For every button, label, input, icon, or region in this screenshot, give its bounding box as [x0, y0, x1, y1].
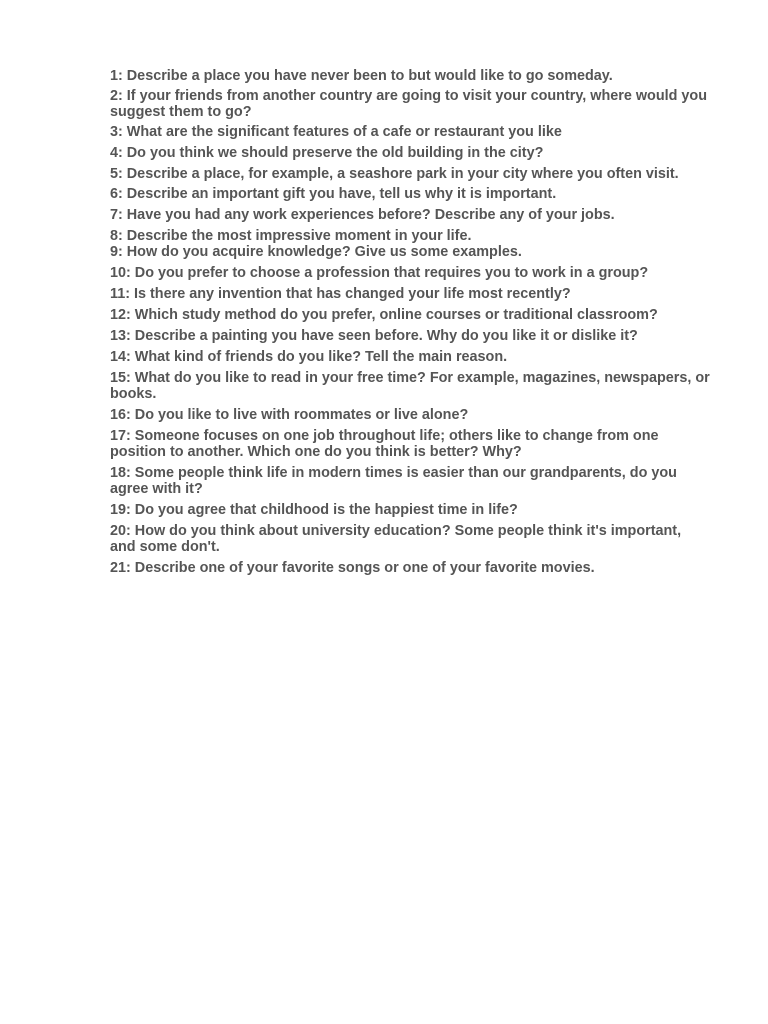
question-item-9: 9: How do you acquire knowledge? Give us some examples. [110, 244, 522, 260]
question-item-18: 18: Some people think life in modern times is easier than our grandparents, do you agree with it? [110, 465, 677, 497]
question-item-19: 19: Do you agree that childhood is the happiest time in life? [110, 502, 518, 518]
question-item-11: 11: Is there any invention that has changed your life most recently? [110, 286, 571, 302]
question-item-15: 15: What do you like to read in your free time? For example, magazines, newspapers, or books. [110, 370, 710, 402]
question-item-10: 10: Do you prefer to choose a profession that requires you to work in a group? [110, 265, 649, 281]
question-item-7: 7: Have you had any work experiences before? Describe any of your jobs. [110, 207, 615, 223]
question-item-8: 8: Describe the most impressive moment in your life. [110, 228, 472, 244]
question-item-17: 17: Someone focuses on one job throughout life; others like to change from one position to another. Which one do you think is better? Why? [110, 428, 659, 460]
question-item-3: 3: What are the significant features of a cafe or restaurant you like [110, 124, 562, 140]
question-item-14: 14: What kind of friends do you like? Tell the main reason. [110, 349, 508, 365]
question-item-21: 21: Describe one of your favorite songs or one of your favorite movies. [110, 560, 595, 576]
question-item-4: 4: Do you think we should preserve the old building in the city? [110, 145, 544, 161]
question-item-16: 16: Do you like to live with roommates or live alone? [110, 407, 469, 423]
question-item-12: 12: Which study method do you prefer, online courses or traditional classroom? [110, 307, 658, 323]
question-item-13: 13: Describe a painting you have seen before. Why do you like it or dislike it? [110, 328, 638, 344]
question-item-6: 6: Describe an important gift you have, tell us why it is important. [110, 186, 557, 202]
question-item-2: 2: If your friends from another country are going to visit your country, where would you suggest them to go? [110, 88, 708, 120]
question-item-20: 20: How do you think about university education? Some people think it's important, and some don't. [110, 523, 682, 555]
question-item-1: 1: Describe a place you have never been to but would like to go someday. [110, 68, 613, 84]
question-item-5: 5: Describe a place, for example, a seashore park in your city where you often visit. [110, 166, 679, 182]
question-list [110, 68, 710, 576]
